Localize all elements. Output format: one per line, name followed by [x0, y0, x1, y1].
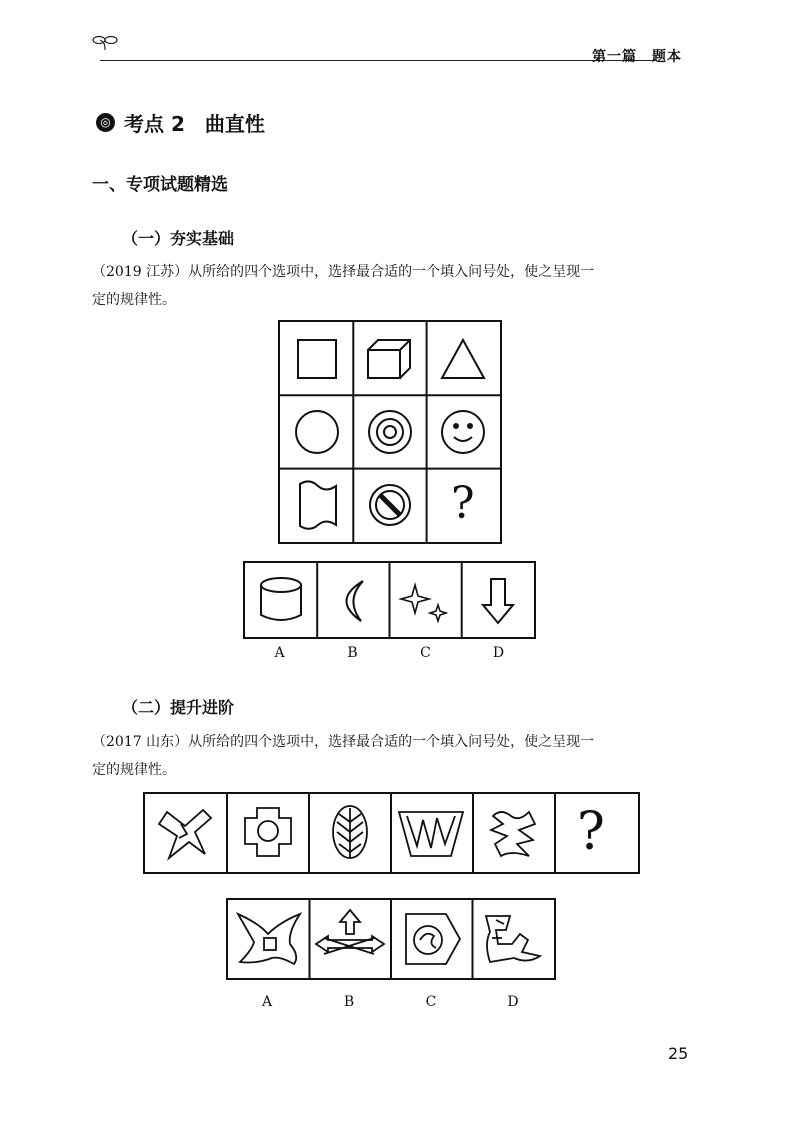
question-1-line-1: （2019 江苏）从所给的四个选项中，选择最合适的一个填入问号处，使之呈现一 — [92, 264, 595, 280]
crescent-icon — [346, 581, 363, 621]
header-rule — [100, 60, 655, 61]
option-label-d: D — [492, 645, 505, 661]
double-circle-icon — [369, 411, 411, 453]
subsection-title-1: （一）夯实基础 — [122, 229, 235, 248]
square-icon — [298, 340, 336, 378]
smiley-icon — [442, 411, 484, 453]
header-title: 第一篇 题本 — [592, 49, 682, 65]
option-label-b: B — [347, 645, 358, 661]
question-1-text — [92, 258, 692, 314]
question-2-line-1: （2017 山东）从所给的四个选项中，选择最合适的一个填入问号处，使之呈现一 — [92, 734, 595, 750]
trapezoid-zigzag-icon — [399, 812, 463, 856]
option-2-label-a: A — [261, 994, 273, 1010]
sprout-icon — [92, 34, 118, 52]
question-2-options — [226, 898, 556, 980]
shuriken-square-icon — [238, 914, 300, 964]
section-title: 一、专项试题精选 — [92, 175, 228, 195]
option-2-label-b: B — [343, 994, 355, 1010]
down-arrow-icon — [483, 579, 513, 623]
cylinder-icon — [261, 578, 301, 620]
sparkle-stars-icon — [401, 585, 446, 621]
option-2-label-c: C — [425, 994, 437, 1010]
question-2-text — [92, 728, 692, 784]
squiggle-box-icon — [486, 916, 540, 962]
three-arrows-icon — [316, 910, 384, 954]
question-1-line-2: 定的规律性。 — [92, 292, 176, 308]
option-label-a: A — [274, 645, 285, 661]
triangle-icon — [442, 340, 484, 378]
option-label-c: C — [420, 645, 431, 661]
star-scribble-icon — [159, 810, 211, 858]
prohibition-icon — [370, 485, 410, 525]
question-1-options — [243, 561, 536, 639]
squiggle-icon — [491, 812, 535, 856]
subsection-title-2: （二）提升进阶 — [122, 698, 235, 717]
question-mark: ? — [451, 478, 475, 529]
target-icon: ◎ — [96, 113, 115, 132]
question-mark-2: ? — [577, 802, 605, 862]
option-2-label-d: D — [507, 994, 519, 1010]
question-2-line-2: 定的规律性。 — [92, 762, 176, 778]
cube-icon — [368, 340, 410, 378]
circle-icon — [296, 411, 338, 453]
kaodian-title: 考点 2 曲直性 — [124, 112, 265, 136]
cross-circle-icon — [245, 808, 291, 856]
page-number: 25 — [668, 1044, 689, 1063]
leaf-icon — [333, 806, 367, 858]
flag-icon — [300, 481, 336, 528]
question-2-row — [143, 792, 640, 874]
question-1-grid — [278, 320, 502, 544]
hexagon-circle-icon — [406, 914, 460, 964]
